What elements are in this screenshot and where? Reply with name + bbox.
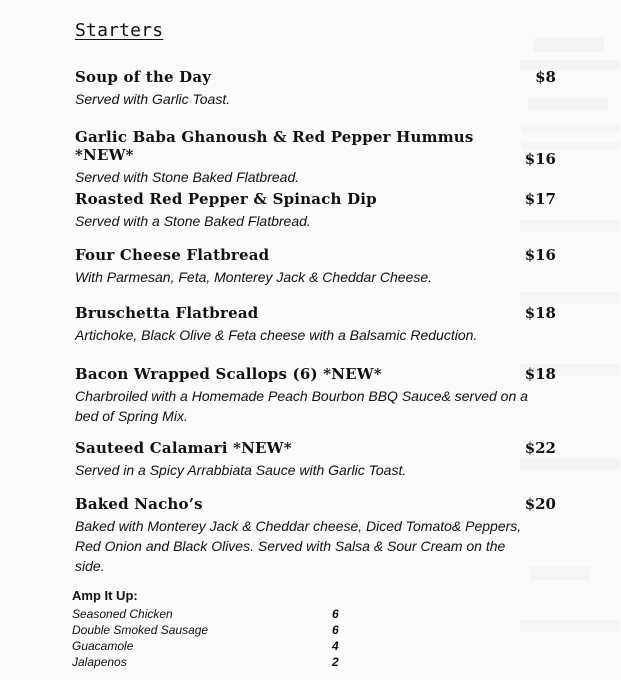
item-name: Soup of the Day xyxy=(75,68,212,86)
addon-row xyxy=(72,654,342,670)
amp-it-up-title: Amp It Up: xyxy=(72,588,138,603)
item-name: Four Cheese Flatbread xyxy=(75,246,270,264)
item-name: Bacon Wrapped Scallops (6) *NEW* xyxy=(75,365,382,383)
item-price: $8 xyxy=(535,68,556,86)
addon-row xyxy=(72,638,342,654)
addon-price: 2 xyxy=(332,655,339,669)
item-description: Baked with Monterey Jack & Cheddar cheese, Diced Tomato& Peppers, Red Onion and Black Olives. Served with Salsa & Sour Cream on the side. xyxy=(75,518,522,574)
item-price: $17 xyxy=(524,190,556,208)
item-name: Sauteed Calamari *NEW* xyxy=(75,439,292,457)
item-description: Charbroiled with a Homemade Peach Bourbon BBQ Sauce& served on a bed of Spring Mix. xyxy=(75,388,528,424)
menu-item-spinach-dip xyxy=(75,190,556,231)
menu-item-bacon-scallops xyxy=(75,365,556,426)
item-description: Served with Stone Baked Flatbread. xyxy=(75,169,300,185)
item-price: $16 xyxy=(524,246,556,264)
item-price: $22 xyxy=(524,439,556,457)
menu-item-soup xyxy=(75,68,556,109)
item-description: Served with a Stone Baked Flatbread. xyxy=(75,213,311,229)
menu-item-four-cheese-flatbread xyxy=(75,246,556,287)
item-name: Garlic Baba Ghanoush & Red Pepper Hummus *NEW* xyxy=(75,128,474,164)
menu-item-baked-nachos xyxy=(75,495,556,576)
menu-item-bruschetta-flatbread xyxy=(75,304,556,345)
menu-item-sauteed-calamari xyxy=(75,439,556,480)
item-name: Roasted Red Pepper & Spinach Dip xyxy=(75,190,377,208)
menu-item-baba-ghanoush xyxy=(75,128,556,187)
item-description: Artichoke, Black Olive & Feta cheese with a Balsamic Reduction. xyxy=(75,327,478,343)
addon-row xyxy=(72,606,342,622)
item-name: Bruschetta Flatbread xyxy=(75,304,259,322)
item-price: $18 xyxy=(524,304,556,322)
amp-it-up-addons xyxy=(72,588,342,670)
item-name: Baked Nacho’s xyxy=(75,495,203,513)
addon-name: Guacamole xyxy=(72,639,134,653)
addon-price: 6 xyxy=(332,623,339,637)
item-description: Served in a Spicy Arrabbiata Sauce with Garlic Toast. xyxy=(75,462,407,478)
addon-price: 6 xyxy=(332,607,339,621)
item-description: With Parmesan, Feta, Monterey Jack & Cheddar Cheese. xyxy=(75,269,433,285)
section-title: Starters xyxy=(75,20,164,41)
addon-name: Seasoned Chicken xyxy=(72,607,173,621)
item-price: $18 xyxy=(524,365,556,383)
item-price: $20 xyxy=(524,495,556,513)
addon-price: 4 xyxy=(332,639,339,653)
item-price: $16 xyxy=(524,150,556,168)
addon-name: Jalapenos xyxy=(72,655,127,669)
addon-row xyxy=(72,622,342,638)
addon-name: Double Smoked Sausage xyxy=(72,623,209,637)
item-description: Served with Garlic Toast. xyxy=(75,91,231,107)
